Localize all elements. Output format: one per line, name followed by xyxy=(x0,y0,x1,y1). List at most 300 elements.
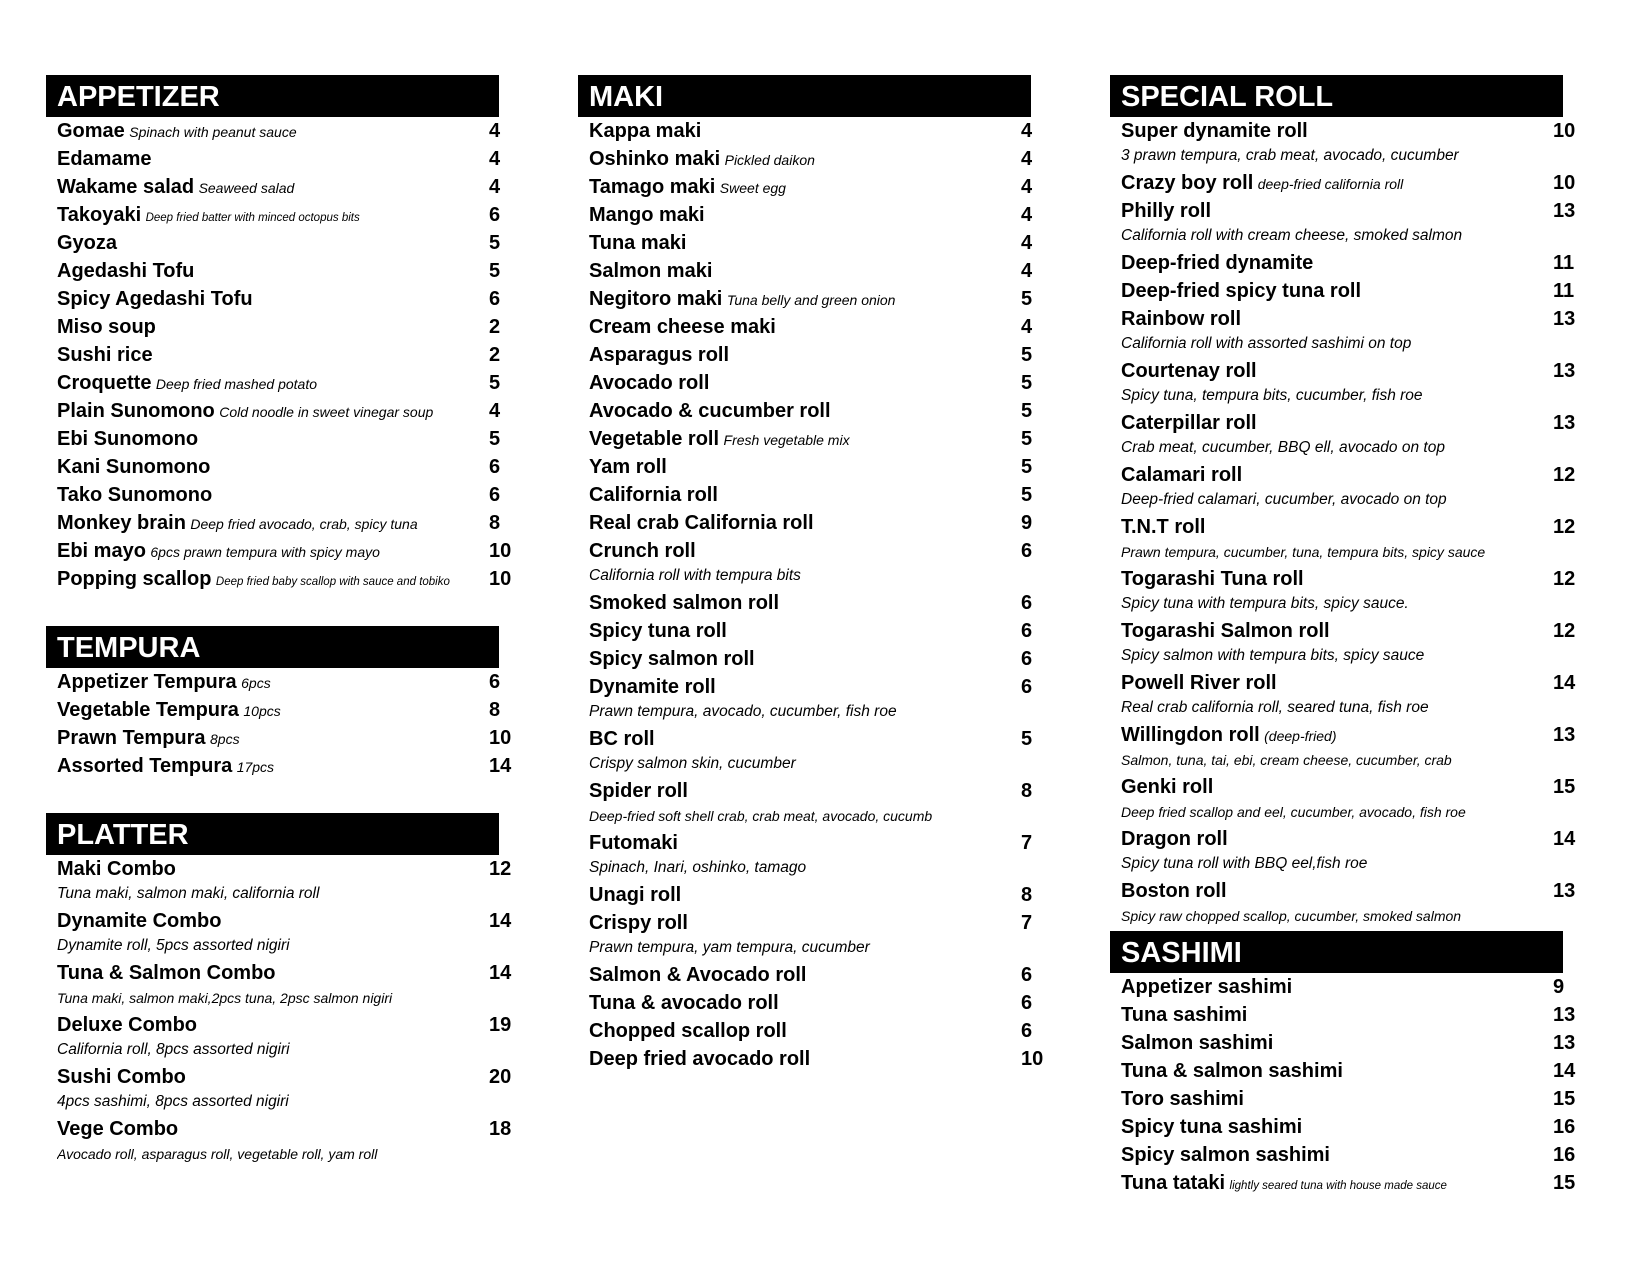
item-description: Seaweed salad xyxy=(198,180,295,196)
section-header: APPETIZER xyxy=(46,75,499,117)
item-name: Crispy roll xyxy=(589,912,688,934)
menu-item-row xyxy=(589,1017,1031,1045)
item-subdescription: Prawn tempura, cucumber, tuna, tempura bits, spicy sauce xyxy=(1121,544,1486,560)
item-subdescription: California roll, 8pcs assorted nigiri xyxy=(57,1041,290,1058)
menu-item-row xyxy=(57,145,499,173)
section-header: PLATTER xyxy=(46,813,499,855)
item-name: Tuna sashimi xyxy=(1121,1004,1248,1026)
menu-item xyxy=(589,1017,1031,1045)
item-subdescription: 4pcs sashimi, 8pcs assorted nigiri xyxy=(57,1093,289,1110)
menu-item-row xyxy=(57,173,499,201)
menu-item xyxy=(57,752,512,780)
menu-item xyxy=(1121,277,1575,305)
item-price: 10 xyxy=(1553,172,1576,194)
menu-item xyxy=(57,341,499,369)
item-price: 2 xyxy=(489,316,501,338)
menu-item-row xyxy=(589,961,1031,989)
menu-column-left xyxy=(46,75,512,1167)
item-name: Croquette xyxy=(57,372,152,394)
item-subdescription: Salmon, tuna, tai, ebi, cream cheese, cucumber, crab xyxy=(1121,752,1452,768)
item-price: 5 xyxy=(1021,288,1033,310)
item-price: 13 xyxy=(1553,1032,1576,1054)
item-price: 6 xyxy=(1021,964,1033,986)
item-description: Fresh vegetable mix xyxy=(723,432,850,448)
item-name: Gyoza xyxy=(57,232,118,254)
menu-item-row xyxy=(57,509,499,537)
item-price: 5 xyxy=(1021,372,1033,394)
item-price: 5 xyxy=(1021,728,1033,750)
item-subdescription: Deep fried scallop and eel, cucumber, avocado, fish roe xyxy=(1121,804,1466,820)
item-price: 4 xyxy=(1021,260,1033,282)
item-name: Asparagus roll xyxy=(589,344,730,366)
item-name: Unagi roll xyxy=(589,884,682,906)
item-name: Crunch roll xyxy=(589,540,696,562)
item-name: Salmon & Avocado roll xyxy=(589,964,807,986)
item-subdescription: Deep-fried calamari, cucumber, avocado on top xyxy=(1121,491,1447,508)
menu-item xyxy=(57,285,499,313)
menu-item-row xyxy=(589,589,1031,617)
menu-item xyxy=(57,425,499,453)
menu-item xyxy=(1121,1169,1576,1197)
item-name: Smoked salmon roll xyxy=(589,592,780,614)
menu-item xyxy=(589,909,1031,961)
item-subdescription: Crispy salmon skin, cucumber xyxy=(589,755,796,772)
item-price: 10 xyxy=(489,568,512,590)
item-price: 8 xyxy=(489,699,501,721)
menu-item-row xyxy=(57,907,512,935)
item-name: Boston roll xyxy=(1121,880,1227,902)
menu-item-row xyxy=(57,453,499,481)
item-price: 4 xyxy=(489,120,501,142)
menu-item xyxy=(1121,1113,1576,1141)
item-subdescription: 3 prawn tempura, crab meat, avocado, cucumber xyxy=(1121,147,1459,164)
item-price: 11 xyxy=(1553,280,1575,302)
item-price: 5 xyxy=(489,260,501,282)
item-list xyxy=(1110,973,1576,1197)
menu-item-row xyxy=(589,617,1031,645)
menu-item xyxy=(1121,169,1576,197)
item-price: 20 xyxy=(489,1066,512,1088)
menu-item xyxy=(589,453,1031,481)
menu-item xyxy=(57,257,499,285)
item-price: 5 xyxy=(1021,400,1033,422)
maki-section xyxy=(578,75,1044,1073)
item-price: 10 xyxy=(1021,1048,1044,1070)
section-header: SASHIMI xyxy=(1110,931,1563,973)
item-price: 14 xyxy=(1553,1060,1576,1082)
item-price: 4 xyxy=(489,148,501,170)
item-price: 12 xyxy=(1553,568,1576,590)
item-description: Pickled daikon xyxy=(724,152,815,168)
tempura-section xyxy=(46,626,512,780)
menu-item-row xyxy=(589,453,1031,481)
menu-item-row xyxy=(589,673,1031,701)
menu-item xyxy=(1121,669,1576,721)
item-price: 8 xyxy=(489,512,501,534)
item-name: Maki Combo xyxy=(57,858,176,880)
item-name: Cream cheese maki xyxy=(589,316,776,338)
item-price: 4 xyxy=(489,176,501,198)
item-price: 9 xyxy=(1553,976,1565,998)
menu-item xyxy=(57,173,499,201)
item-subdescription: Crab meat, cucumber, BBQ ell, avocado on top xyxy=(1121,439,1445,456)
menu-item xyxy=(57,1115,512,1167)
menu-column-middle xyxy=(578,75,1044,1073)
menu-item xyxy=(1121,409,1576,461)
item-price: 5 xyxy=(1021,456,1033,478)
item-price: 11 xyxy=(1553,252,1575,274)
item-price: 13 xyxy=(1553,724,1576,746)
item-price: 9 xyxy=(1021,512,1033,534)
menu-item-row xyxy=(1121,773,1576,801)
menu-item xyxy=(57,201,499,229)
menu-item xyxy=(589,645,1031,673)
menu-item xyxy=(1121,877,1576,929)
platter-section xyxy=(46,813,512,1167)
item-name: Spider roll xyxy=(589,780,688,802)
item-name: Spicy tuna sashimi xyxy=(1121,1116,1303,1138)
menu-item xyxy=(589,617,1031,645)
menu-item-row xyxy=(589,509,1031,537)
item-subdescription: Spicy raw chopped scallop, cucumber, smoked salmon xyxy=(1121,908,1462,924)
menu-item xyxy=(57,313,499,341)
item-name: Salmon sashimi xyxy=(1121,1032,1274,1054)
item-name: Tamago maki xyxy=(589,176,716,198)
item-subdescription: Tuna maki, salmon maki, california roll xyxy=(57,885,320,902)
item-name: Spicy salmon roll xyxy=(589,648,755,670)
item-list xyxy=(1110,117,1576,929)
item-price: 7 xyxy=(1021,912,1033,934)
item-name: Ebi mayo xyxy=(57,540,146,562)
menu-item-row xyxy=(589,341,1031,369)
item-price: 5 xyxy=(489,428,501,450)
item-price: 6 xyxy=(1021,540,1033,562)
menu-item-row xyxy=(1121,117,1576,145)
item-description: 6pcs prawn tempura with spicy mayo xyxy=(150,544,380,560)
item-price: 14 xyxy=(1553,672,1576,694)
item-name: Super dynamite roll xyxy=(1121,120,1308,142)
item-subdescription: Prawn tempura, avocado, cucumber, fish roe xyxy=(589,703,897,720)
menu-item xyxy=(57,668,499,696)
item-price: 7 xyxy=(1021,832,1033,854)
menu-item xyxy=(589,313,1031,341)
item-name: Tuna tataki xyxy=(1121,1172,1226,1194)
item-name: Miso soup xyxy=(57,316,156,338)
item-name: Agedashi Tofu xyxy=(57,260,195,282)
item-price: 10 xyxy=(489,540,512,562)
menu-item-row xyxy=(57,117,499,145)
item-subdescription: Spinach, Inari, oshinko, tamago xyxy=(589,859,807,876)
menu-item xyxy=(1121,1057,1576,1085)
menu-item-row xyxy=(589,257,1031,285)
item-name: Vegetable Tempura xyxy=(57,699,239,721)
item-name: Real crab California roll xyxy=(589,512,814,534)
menu-item-row xyxy=(589,725,1031,753)
menu-item xyxy=(589,725,1031,777)
menu-item-row xyxy=(589,285,1031,313)
menu-item-row xyxy=(1121,825,1576,853)
item-price: 19 xyxy=(489,1014,512,1036)
menu-item xyxy=(589,229,1031,257)
item-description: 8pcs xyxy=(210,731,240,747)
item-price: 5 xyxy=(1021,484,1033,506)
section-header: MAKI xyxy=(578,75,1031,117)
menu-item-row xyxy=(589,989,1031,1017)
menu-item-row xyxy=(1121,1057,1576,1085)
item-price: 13 xyxy=(1553,412,1576,434)
item-price: 6 xyxy=(489,204,501,226)
item-price: 12 xyxy=(489,858,512,880)
menu-item-row xyxy=(1121,169,1576,197)
item-price: 10 xyxy=(1553,120,1576,142)
menu-item xyxy=(1121,461,1576,513)
menu-item-row xyxy=(57,313,499,341)
menu-item-row xyxy=(589,369,1031,397)
menu-item xyxy=(57,117,499,145)
menu-item-row xyxy=(57,959,512,987)
item-description: 17pcs xyxy=(236,759,275,775)
item-description: Spinach with peanut sauce xyxy=(129,124,297,140)
item-price: 4 xyxy=(1021,204,1033,226)
item-subdescription: Avocado roll, asparagus roll, vegetable roll, yam roll xyxy=(57,1146,378,1162)
menu-item-row xyxy=(589,145,1031,173)
menu-item xyxy=(589,285,1031,313)
menu-item-row xyxy=(1121,617,1576,645)
item-description: deep-fried california roll xyxy=(1257,176,1404,192)
menu-item-row xyxy=(57,229,499,257)
item-name: Tuna & salmon sashimi xyxy=(1121,1060,1343,1082)
menu-item xyxy=(589,117,1031,145)
item-name: Popping scallop xyxy=(57,568,212,590)
item-name: Wakame salad xyxy=(57,176,195,198)
menu-item-row xyxy=(1121,461,1576,489)
menu-item xyxy=(57,855,512,907)
item-description: Cold noodle in sweet vinegar soup xyxy=(219,404,434,420)
menu-item xyxy=(1121,973,1563,1001)
item-price: 5 xyxy=(489,232,501,254)
item-price: 4 xyxy=(1021,176,1033,198)
menu-item-row xyxy=(589,829,1031,857)
item-list xyxy=(46,855,512,1167)
item-price: 10 xyxy=(489,727,512,749)
menu-item xyxy=(589,829,1031,881)
item-description: Deep fried batter with minced octopus bits xyxy=(145,212,360,224)
menu-item-row xyxy=(589,117,1031,145)
menu-item-row xyxy=(589,537,1031,565)
menu-item-row xyxy=(589,397,1031,425)
menu-item xyxy=(589,145,1031,173)
menu-item xyxy=(589,481,1031,509)
menu-item xyxy=(57,369,499,397)
menu-item-row xyxy=(57,696,499,724)
item-name: Deep-fried spicy tuna roll xyxy=(1121,280,1362,302)
menu-item xyxy=(57,959,512,1011)
item-price: 4 xyxy=(1021,120,1033,142)
item-price: 12 xyxy=(1553,464,1576,486)
item-subdescription: Spicy tuna, tempura bits, cucumber, fish roe xyxy=(1121,387,1423,404)
menu-item xyxy=(57,537,512,565)
item-list xyxy=(46,668,512,780)
item-name: Plain Sunomono xyxy=(57,400,215,422)
menu-item-row xyxy=(589,909,1031,937)
menu-item-row xyxy=(1121,1113,1576,1141)
menu-item xyxy=(1121,117,1576,169)
item-name: Futomaki xyxy=(589,832,678,854)
item-name: Powell River roll xyxy=(1121,672,1277,694)
item-name: Spicy Agedashi Tofu xyxy=(57,288,253,310)
item-subdescription: Real crab california roll, seared tuna, fish roe xyxy=(1121,699,1429,716)
menu-item xyxy=(1121,773,1576,825)
item-subdescription: Deep-fried soft shell crab, crab meat, avocado, cucumb xyxy=(589,808,933,824)
item-price: 14 xyxy=(489,755,512,777)
appetizer-section xyxy=(46,75,512,593)
item-description: Deep fried avocado, crab, spicy tuna xyxy=(190,516,418,532)
item-name: Chopped scallop roll xyxy=(589,1020,787,1042)
item-price: 5 xyxy=(1021,428,1033,450)
item-description: Tuna belly and green onion xyxy=(726,292,896,308)
item-name: Tako Sunomono xyxy=(57,484,213,506)
menu-item xyxy=(589,257,1031,285)
menu-item xyxy=(589,881,1031,909)
menu-item xyxy=(1121,1141,1576,1169)
item-name: Togarashi Salmon roll xyxy=(1121,620,1330,642)
menu-item xyxy=(57,1011,512,1063)
menu-item-row xyxy=(1121,277,1575,305)
item-subdescription: Spicy tuna roll with BBQ eel,fish roe xyxy=(1121,855,1368,872)
menu-item xyxy=(1121,197,1576,249)
menu-item xyxy=(589,425,1031,453)
item-name: Edamame xyxy=(57,148,152,170)
menu-item-row xyxy=(589,201,1031,229)
item-name: California roll xyxy=(589,484,718,506)
section-header: TEMPURA xyxy=(46,626,499,668)
menu-item-row xyxy=(1121,721,1576,749)
item-price: 6 xyxy=(489,484,501,506)
menu-item-row xyxy=(589,1045,1044,1073)
item-name: Sushi rice xyxy=(57,344,153,366)
menu-item xyxy=(1121,565,1576,617)
item-name: Courtenay roll xyxy=(1121,360,1257,382)
menu-item-row xyxy=(1121,1169,1576,1197)
item-name: T.N.T roll xyxy=(1121,516,1206,538)
item-name: Calamari roll xyxy=(1121,464,1243,486)
item-name: Negitoro maki xyxy=(589,288,723,310)
menu-item xyxy=(1121,513,1576,565)
menu-item xyxy=(589,369,1031,397)
sashimi-section xyxy=(1110,931,1576,1197)
menu-item-row xyxy=(589,313,1031,341)
menu-item xyxy=(57,1063,512,1115)
menu-item-row xyxy=(57,537,512,565)
menu-item-row xyxy=(57,724,512,752)
item-name: Sushi Combo xyxy=(57,1066,186,1088)
menu-item-row xyxy=(57,285,499,313)
item-price: 15 xyxy=(1553,776,1576,798)
item-price: 13 xyxy=(1553,880,1576,902)
menu-item-row xyxy=(589,229,1031,257)
menu-item-row xyxy=(57,201,499,229)
item-name: Yam roll xyxy=(589,456,667,478)
item-price: 14 xyxy=(1553,828,1576,850)
item-subdescription: Spicy salmon with tempura bits, spicy sauce xyxy=(1121,647,1425,664)
item-description: Deep fried baby scallop with sauce and tobiko xyxy=(215,576,450,588)
menu-item xyxy=(1121,721,1576,773)
item-price: 12 xyxy=(1553,620,1576,642)
item-price: 8 xyxy=(1021,780,1033,802)
menu-item xyxy=(589,989,1031,1017)
menu-item xyxy=(589,777,1031,829)
menu-item xyxy=(57,509,499,537)
menu-item-row xyxy=(1121,1141,1576,1169)
menu-item xyxy=(1121,357,1576,409)
menu-item xyxy=(57,453,499,481)
menu-item xyxy=(589,173,1031,201)
item-price: 6 xyxy=(489,671,501,693)
menu-item xyxy=(589,589,1031,617)
item-name: Genki roll xyxy=(1121,776,1214,798)
item-price: 6 xyxy=(1021,676,1033,698)
item-subdescription: Spicy tuna with tempura bits, spicy sauce. xyxy=(1121,595,1409,612)
menu-item xyxy=(57,229,499,257)
item-name: Rainbow roll xyxy=(1121,308,1241,330)
menu-item xyxy=(57,696,499,724)
menu-item-row xyxy=(1121,1029,1576,1057)
menu-item-row xyxy=(57,668,499,696)
menu-item xyxy=(589,509,1031,537)
item-price: 16 xyxy=(1553,1144,1576,1166)
special-roll-section xyxy=(1110,75,1576,929)
item-description: 6pcs xyxy=(241,675,271,691)
item-price: 13 xyxy=(1553,200,1576,222)
menu-item-row xyxy=(1121,357,1576,385)
menu-item xyxy=(1121,305,1576,357)
menu-column-right xyxy=(1110,75,1576,1197)
item-description: 10pcs xyxy=(243,703,281,719)
menu-item-row xyxy=(57,565,512,593)
menu-item xyxy=(1121,617,1576,669)
menu-item xyxy=(589,341,1031,369)
item-price: 13 xyxy=(1553,360,1576,382)
menu-item xyxy=(1121,1029,1576,1057)
menu-item xyxy=(1121,249,1575,277)
item-list xyxy=(578,117,1044,1073)
item-description: Sweet egg xyxy=(719,180,786,196)
item-name: Appetizer Tempura xyxy=(57,671,237,693)
menu-item xyxy=(589,201,1031,229)
menu-item xyxy=(57,397,499,425)
menu-item xyxy=(57,145,499,173)
menu-item xyxy=(589,961,1031,989)
item-name: Spicy tuna roll xyxy=(589,620,727,642)
item-price: 5 xyxy=(489,372,501,394)
menu-item xyxy=(57,724,512,752)
item-name: Dynamite Combo xyxy=(57,910,222,932)
menu-item-row xyxy=(57,1063,512,1091)
menu-item-row xyxy=(57,855,512,883)
item-name: Crazy boy roll xyxy=(1121,172,1254,194)
menu-item-row xyxy=(589,777,1031,805)
item-name: Avocado roll xyxy=(589,372,710,394)
item-price: 4 xyxy=(1021,232,1033,254)
item-price: 14 xyxy=(489,962,512,984)
menu-item xyxy=(57,565,512,593)
item-name: Assorted Tempura xyxy=(57,755,233,777)
item-name: Tuna & avocado roll xyxy=(589,992,779,1014)
item-price: 6 xyxy=(489,456,501,478)
menu-item xyxy=(589,397,1031,425)
item-name: Spicy salmon sashimi xyxy=(1121,1144,1330,1166)
item-name: Avocado & cucumber roll xyxy=(589,400,831,422)
